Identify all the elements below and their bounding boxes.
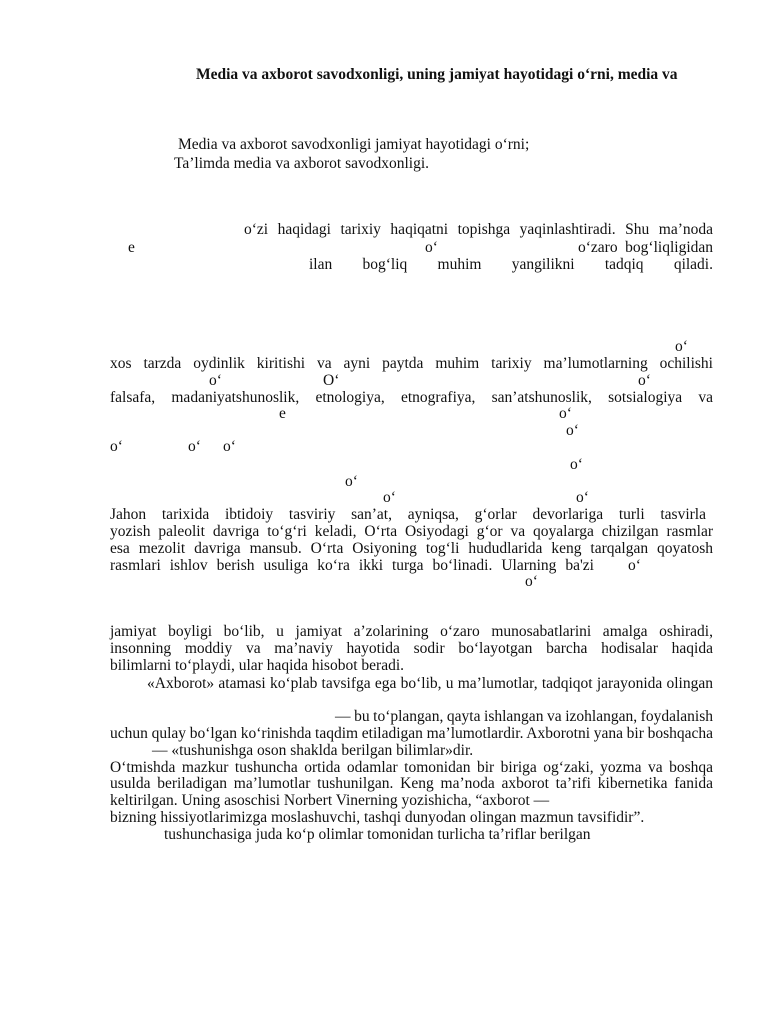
- text-fragment: o‘: [576, 489, 589, 506]
- text-line: — bu to‘plangan, qayta ishlangan va izohlangan, foydalanish: [335, 708, 713, 725]
- text-line: o‘zi haqidagi tarixiy haqiqatni topishga yaqinlashtiradi. Shu ma’noda: [244, 221, 713, 238]
- text-line: esa mezolit davriga mansub. O‘rta Osiyoning tog‘li hududlarida keng tarqalgan qoyatosh: [110, 540, 713, 557]
- text-line: bizning hissiyotlarimizga moslashuvchi, tashqi dunyodan olingan mazmun tavsifidir”.: [110, 809, 645, 826]
- text-fragment: o‘: [383, 489, 396, 506]
- text-line: bilimlarni to‘playdi, ular haqida hisobot beradi.: [110, 657, 405, 674]
- text-fragment: o‘: [570, 456, 583, 473]
- text-line: Jahon tarixida ibtidoiy tasviriy san’at, ayniqsa, g‘orlar devorlariga turli tasvirla: [110, 506, 706, 523]
- text-line: yozish paleolit davriga to‘g‘ri keladi, O‘rta Osiyodagi g‘or va qoyalarga chizilgan rasmlar: [110, 523, 713, 540]
- text-line: O‘tmishda mazkur tushuncha ortida odamlar tomonidan bir biriga og‘zaki, yozma va boshqa: [110, 759, 713, 776]
- text-line: jamiyat boyligi bo‘lib, u jamiyat a’zolarining o‘zaro munosabatlarini amalga oshiradi,: [110, 623, 713, 640]
- text-fragment: o‘: [566, 422, 579, 439]
- text-fragment: e: [279, 405, 286, 422]
- text-fragment: o‘: [559, 405, 572, 422]
- text-fragment: o‘: [209, 372, 222, 389]
- text-fragment: o‘: [675, 338, 688, 355]
- text-line: rasmlari ishlov berish usuliga ko‘ra ikki turga bo‘linadi. Ularning ba'zi: [110, 557, 594, 574]
- text-line: tushunchasiga juda ko‘p olimlar tomonidan turlicha ta’riflar berilgan: [164, 826, 591, 843]
- text-line: ilan bog‘liq muhim yangilikni tadqiq qiladi.: [309, 256, 713, 273]
- text-line: xos tarzda oydinlik kiritishi va ayni paytda muhim tarixiy ma’lumotlarning ochilishi: [110, 355, 713, 372]
- text-line: — «tushunishga oson shaklda berilgan bilimlar»dir.: [152, 742, 474, 759]
- text-fragment: o‘: [345, 473, 358, 490]
- text-fragment: o‘: [628, 557, 641, 574]
- text-fragment: e: [128, 239, 135, 256]
- text-fragment: o‘zaro bog‘liqligidan: [578, 239, 713, 256]
- text-fragment: o‘: [425, 239, 438, 256]
- text-fragment: o‘: [525, 573, 538, 590]
- text-fragment: o‘: [223, 438, 236, 455]
- plan-item: Media va axborot savodxonligi jamiyat hayotidagi o‘rni;: [178, 136, 530, 153]
- text-line: «Axborot» atamasi ko‘plab tavsifga ega bo‘lib, u ma’lumotlar, tadqiqot jarayonida olingan: [147, 675, 713, 692]
- text-fragment: o‘: [638, 372, 651, 389]
- text-line: keltirilgan. Uning asoschisi Norbert Vinerning yozishicha, “axborot —: [110, 792, 550, 809]
- text-line: uchun qulay bo‘lgan ko‘rinishda taqdim etiladigan ma’lumotlardir. Axborotni yana bir boshqacha: [110, 725, 713, 742]
- text-fragment: o‘: [188, 438, 201, 455]
- text-line: usulda beriladigan ma’lumotlar tushunilgan. Keng ma’noda axborot ta’rifi kibernetika fanida: [110, 775, 713, 792]
- document-title: Media va axborot savodxonligi, uning jamiyat hayotidagi o‘rni, media va: [196, 66, 678, 83]
- plan-item: Ta’limda media va axborot savodxonligi.: [174, 155, 430, 172]
- text-line: insonning moddiy va ma’naviy hayotida sodir bo‘layotgan barcha hodisalar haqida: [110, 640, 713, 657]
- text-line: falsafa, madaniyatshunoslik, etnologiya, etnografiya, san’atshunoslik, sotsialogiya va: [110, 389, 713, 406]
- text-fragment: o‘: [110, 438, 123, 455]
- text-fragment: O‘: [323, 372, 340, 389]
